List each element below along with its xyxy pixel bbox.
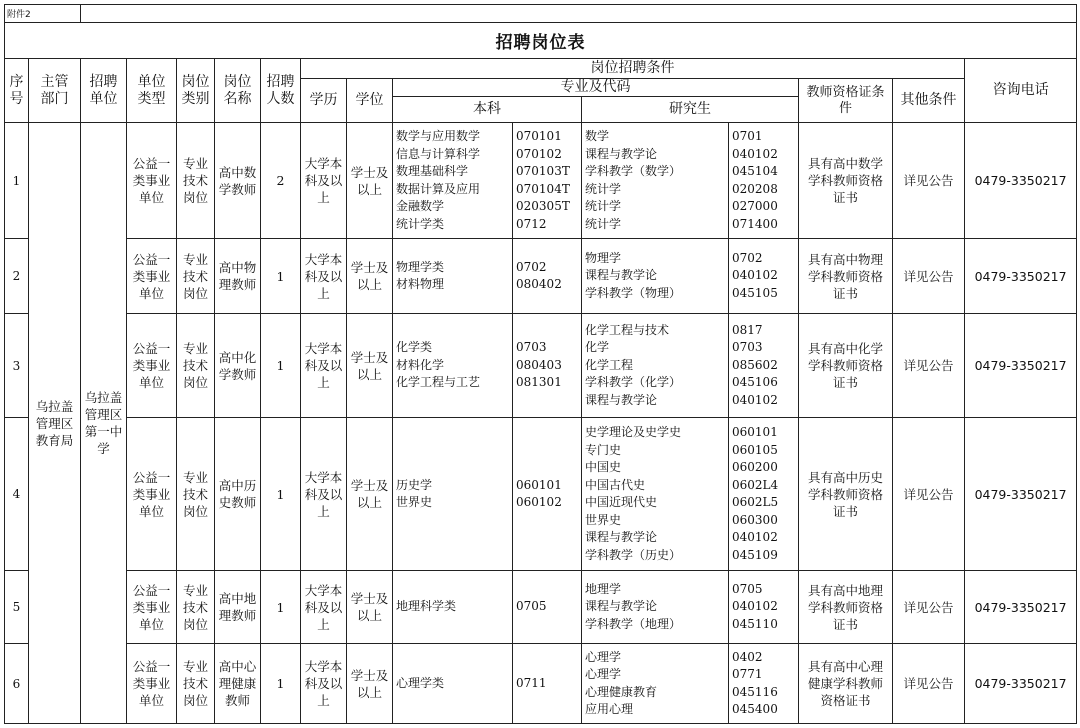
count-cell bbox=[261, 123, 301, 239]
education-cell bbox=[301, 644, 347, 724]
other-cell-text: 详见公告 bbox=[903, 268, 954, 284]
graduate-codes-cell bbox=[729, 418, 799, 571]
header-unit-type: 单位类型 bbox=[127, 59, 177, 123]
annex-label: 附件2 bbox=[5, 5, 81, 23]
department-cell bbox=[29, 123, 81, 724]
undergrad-majors-cell-text: 心理学类 bbox=[396, 675, 445, 690]
count-cell bbox=[261, 239, 301, 314]
count-cell-text: 1 bbox=[276, 486, 285, 502]
count-cell bbox=[261, 571, 301, 644]
undergrad-codes-cell bbox=[513, 571, 582, 644]
undergrad-codes-cell bbox=[513, 314, 582, 418]
degree-cell bbox=[347, 571, 393, 644]
undergrad-codes-cell bbox=[513, 239, 582, 314]
graduate-majors-cell bbox=[582, 418, 729, 571]
unit-type-cell-text: 公益一类事业单位 bbox=[132, 582, 171, 632]
phone-cell bbox=[965, 239, 1077, 314]
header-teacher-cert: 教师资格证条件 bbox=[799, 79, 893, 123]
header-post-category: 岗位类别 bbox=[177, 59, 215, 123]
post-name-cell-text: 高中物理教师 bbox=[218, 260, 257, 292]
count-cell bbox=[261, 644, 301, 724]
other-cell bbox=[893, 644, 965, 724]
table-title: 招聘岗位表 bbox=[5, 23, 1077, 59]
seq-cell bbox=[5, 571, 29, 644]
header-department: 主管部门 bbox=[29, 59, 81, 123]
department-cell-text: 乌拉盖管理区教育局 bbox=[35, 398, 74, 448]
header-major-code: 专业及代码 bbox=[393, 79, 799, 97]
unit-type-cell-text: 公益一类事业单位 bbox=[132, 251, 171, 301]
degree-cell-text: 学士及以上 bbox=[350, 478, 389, 510]
seq-cell bbox=[5, 644, 29, 724]
teacher-cert-cell-text: 具有高中历史学科教师资格证书 bbox=[808, 469, 884, 519]
education-cell-text: 大学本科及以上 bbox=[304, 469, 343, 519]
count-cell-text: 1 bbox=[276, 358, 285, 373]
graduate-codes-cell-text: 0705 040102 045110 bbox=[732, 581, 778, 631]
phone-cell-text: 0479-3350217 bbox=[974, 173, 1067, 188]
phone-cell bbox=[965, 644, 1077, 724]
recruitment-table bbox=[4, 4, 1077, 724]
education-cell bbox=[301, 314, 347, 418]
undergrad-majors-cell bbox=[393, 314, 513, 418]
undergrad-majors-cell-text: 化学类 材料化学 化学工程与工艺 bbox=[396, 340, 481, 390]
teacher-cert-cell bbox=[799, 239, 893, 314]
graduate-majors-cell-text: 物理学 课程与教学论 学科教学（物理） bbox=[585, 250, 682, 300]
teacher-cert-cell bbox=[799, 571, 893, 644]
graduate-majors-cell bbox=[582, 239, 729, 314]
category-cell-text: 专业技术岗位 bbox=[183, 659, 209, 708]
table-row bbox=[5, 644, 1077, 724]
seq-cell bbox=[5, 418, 29, 571]
graduate-codes-cell-text: 0702 040102 045105 bbox=[732, 250, 778, 300]
category-cell bbox=[177, 314, 215, 418]
education-cell-text: 大学本科及以上 bbox=[304, 582, 343, 632]
category-cell-text: 专业技术岗位 bbox=[183, 156, 209, 205]
other-cell bbox=[893, 418, 965, 571]
table-row bbox=[5, 571, 1077, 644]
degree-cell-text: 学士及以上 bbox=[350, 164, 389, 197]
other-cell-text: 详见公告 bbox=[903, 599, 954, 615]
header-undergrad: 本科 bbox=[393, 97, 582, 123]
unit-cell bbox=[81, 123, 127, 724]
unit-type-cell bbox=[127, 418, 177, 571]
undergrad-codes-cell-text: 060101 060102 bbox=[516, 477, 562, 509]
graduate-majors-cell bbox=[582, 123, 729, 239]
degree-cell bbox=[347, 123, 393, 239]
undergrad-majors-cell-text: 历史学 世界史 bbox=[396, 477, 433, 509]
phone-cell-text: 0479-3350217 bbox=[974, 358, 1067, 373]
post-name-cell-text: 高中数学教师 bbox=[218, 164, 257, 197]
post-name-cell-text: 高中历史教师 bbox=[218, 478, 257, 510]
teacher-cert-cell bbox=[799, 644, 893, 724]
header-row-1 bbox=[5, 59, 1077, 79]
phone-cell-text: 0479-3350217 bbox=[974, 486, 1067, 502]
post-name-cell bbox=[215, 314, 261, 418]
category-cell-text: 专业技术岗位 bbox=[183, 251, 209, 301]
seq-cell-text: 1 bbox=[12, 173, 21, 188]
degree-cell bbox=[347, 644, 393, 724]
teacher-cert-cell-text: 具有高中数学学科教师资格证书 bbox=[808, 156, 884, 205]
graduate-majors-cell-text: 化学工程与技术 化学 化学工程 学科教学（化学） 课程与教学论 bbox=[585, 322, 682, 407]
post-name-cell-text: 高中心理健康教师 bbox=[218, 659, 257, 708]
category-cell bbox=[177, 239, 215, 314]
unit-type-cell bbox=[127, 123, 177, 239]
other-cell-text: 详见公告 bbox=[903, 676, 954, 691]
education-cell bbox=[301, 123, 347, 239]
count-cell-text: 1 bbox=[276, 599, 285, 615]
unit-type-cell bbox=[127, 314, 177, 418]
seq-cell bbox=[5, 314, 29, 418]
header-other: 其他条件 bbox=[893, 79, 965, 123]
education-cell-text: 大学本科及以上 bbox=[304, 156, 343, 205]
education-cell-text: 大学本科及以上 bbox=[304, 341, 343, 390]
graduate-majors-cell-text: 地理学 课程与教学论 学科教学（地理） bbox=[585, 581, 682, 631]
other-cell bbox=[893, 571, 965, 644]
unit-type-cell-text: 公益一类事业单位 bbox=[132, 659, 171, 708]
education-cell bbox=[301, 239, 347, 314]
post-name-cell-text: 高中化学教师 bbox=[218, 349, 257, 382]
header-graduate: 研究生 bbox=[582, 97, 799, 123]
count-cell-text: 2 bbox=[276, 173, 285, 188]
undergrad-codes-cell-text: 0702 080402 bbox=[516, 259, 562, 291]
undergrad-majors-cell bbox=[393, 571, 513, 644]
undergrad-majors-cell-text: 数学与应用数学 信息与计算科学 数理基础科学 数据计算及应用 金融数学 统计学类 bbox=[396, 129, 481, 231]
education-cell-text: 大学本科及以上 bbox=[304, 659, 343, 708]
post-name-cell bbox=[215, 644, 261, 724]
other-cell-text: 详见公告 bbox=[903, 358, 954, 373]
unit-type-cell-text: 公益一类事业单位 bbox=[132, 469, 171, 519]
undergrad-codes-cell bbox=[513, 123, 582, 239]
undergrad-majors-cell bbox=[393, 418, 513, 571]
undergrad-codes-cell bbox=[513, 418, 582, 571]
teacher-cert-cell-text: 具有高中物理学科教师资格证书 bbox=[808, 251, 884, 301]
seq-cell bbox=[5, 239, 29, 314]
unit-type-cell bbox=[127, 239, 177, 314]
other-cell-text: 详见公告 bbox=[903, 486, 954, 502]
header-conditions: 岗位招聘条件 bbox=[301, 59, 965, 79]
table-row bbox=[5, 314, 1077, 418]
graduate-codes-cell-text: 0701 040102 045104 020208 027000 071400 bbox=[732, 129, 778, 231]
undergrad-majors-cell bbox=[393, 123, 513, 239]
post-name-cell bbox=[215, 239, 261, 314]
category-cell bbox=[177, 123, 215, 239]
other-cell-text: 详见公告 bbox=[903, 173, 954, 188]
degree-cell bbox=[347, 314, 393, 418]
phone-cell bbox=[965, 123, 1077, 239]
education-cell bbox=[301, 571, 347, 644]
other-cell bbox=[893, 314, 965, 418]
teacher-cert-cell-text: 具有高中地理学科教师资格证书 bbox=[808, 582, 884, 632]
header-phone: 咨询电话 bbox=[965, 59, 1077, 123]
education-cell-text: 大学本科及以上 bbox=[304, 251, 343, 301]
degree-cell-text: 学士及以上 bbox=[350, 349, 389, 382]
teacher-cert-cell-text: 具有高中心理健康学科教师资格证书 bbox=[808, 659, 884, 708]
undergrad-codes-cell-text: 0703 080403 081301 bbox=[516, 340, 562, 390]
count-cell-text: 1 bbox=[276, 676, 285, 691]
degree-cell bbox=[347, 239, 393, 314]
undergrad-codes-cell-text: 0711 bbox=[516, 675, 547, 690]
seq-cell-text: 3 bbox=[12, 358, 21, 373]
other-cell bbox=[893, 239, 965, 314]
title-row bbox=[5, 23, 1077, 59]
post-name-cell bbox=[215, 571, 261, 644]
header-count: 招聘人数 bbox=[261, 59, 301, 123]
header-unit: 招聘单位 bbox=[81, 59, 127, 123]
table-row bbox=[5, 239, 1077, 314]
graduate-majors-cell bbox=[582, 314, 729, 418]
count-cell-text: 1 bbox=[276, 268, 285, 284]
category-cell-text: 专业技术岗位 bbox=[183, 582, 209, 632]
undergrad-majors-cell bbox=[393, 239, 513, 314]
phone-cell bbox=[965, 314, 1077, 418]
teacher-cert-cell-text: 具有高中化学学科教师资格证书 bbox=[808, 341, 884, 390]
degree-cell bbox=[347, 418, 393, 571]
seq-cell-text: 5 bbox=[12, 600, 21, 614]
teacher-cert-cell bbox=[799, 418, 893, 571]
header-education: 学历 bbox=[301, 79, 347, 123]
phone-cell-text: 0479-3350217 bbox=[974, 268, 1067, 284]
unit-type-cell bbox=[127, 644, 177, 724]
unit-type-cell bbox=[127, 571, 177, 644]
count-cell bbox=[261, 418, 301, 571]
graduate-codes-cell-text: 0817 0703 085602 045106 040102 bbox=[732, 322, 778, 407]
table-row bbox=[5, 123, 1077, 239]
education-cell bbox=[301, 418, 347, 571]
undergrad-codes-cell-text: 0705 bbox=[516, 599, 547, 614]
degree-cell-text: 学士及以上 bbox=[350, 591, 389, 623]
category-cell-text: 专业技术岗位 bbox=[183, 469, 209, 519]
unit-type-cell-text: 公益一类事业单位 bbox=[132, 341, 171, 390]
phone-cell-text: 0479-3350217 bbox=[974, 599, 1067, 615]
category-cell bbox=[177, 644, 215, 724]
graduate-majors-cell-text: 史学理论及史学史 专门史 中国史 中国古代史 中国近现代史 世界史 课程与教学论 学科教学（历史） bbox=[585, 425, 682, 562]
post-name-cell-text: 高中地理教师 bbox=[218, 591, 257, 623]
header-post-name: 岗位名称 bbox=[215, 59, 261, 123]
undergrad-majors-cell-text: 物理学类 材料物理 bbox=[396, 259, 445, 291]
category-cell bbox=[177, 418, 215, 571]
graduate-codes-cell bbox=[729, 314, 799, 418]
graduate-majors-cell-text: 数学 课程与教学论 学科教学（数学） 统计学 统计学 统计学 bbox=[585, 129, 682, 231]
degree-cell-text: 学士及以上 bbox=[350, 260, 389, 292]
graduate-codes-cell bbox=[729, 644, 799, 724]
annex-spacer bbox=[81, 5, 1077, 23]
graduate-majors-cell bbox=[582, 571, 729, 644]
annex-row bbox=[5, 5, 1077, 23]
seq-cell-text: 4 bbox=[12, 487, 21, 501]
other-cell bbox=[893, 123, 965, 239]
category-cell bbox=[177, 571, 215, 644]
teacher-cert-cell bbox=[799, 123, 893, 239]
graduate-codes-cell bbox=[729, 571, 799, 644]
seq-cell-text: 6 bbox=[12, 676, 21, 691]
graduate-codes-cell bbox=[729, 123, 799, 239]
count-cell bbox=[261, 314, 301, 418]
teacher-cert-cell bbox=[799, 314, 893, 418]
post-name-cell bbox=[215, 418, 261, 571]
seq-cell-text: 2 bbox=[12, 269, 21, 283]
phone-cell bbox=[965, 418, 1077, 571]
graduate-codes-cell-text: 060101 060105 060200 0602L4 0602L5 060300 040102 045109 bbox=[732, 425, 779, 562]
post-name-cell bbox=[215, 123, 261, 239]
undergrad-majors-cell bbox=[393, 644, 513, 724]
category-cell-text: 专业技术岗位 bbox=[183, 341, 209, 390]
undergrad-codes-cell-text: 070101 070102 070103T 070104T 020305T 0712 bbox=[516, 129, 570, 231]
header-degree: 学位 bbox=[347, 79, 393, 123]
table-row bbox=[5, 418, 1077, 571]
unit-cell-text: 乌拉盖管理区第一中学 bbox=[84, 390, 123, 456]
phone-cell-text: 0479-3350217 bbox=[974, 676, 1067, 691]
phone-cell bbox=[965, 571, 1077, 644]
seq-cell bbox=[5, 123, 29, 239]
graduate-majors-cell bbox=[582, 644, 729, 724]
degree-cell-text: 学士及以上 bbox=[350, 667, 389, 700]
undergrad-majors-cell-text: 地理科学类 bbox=[396, 599, 457, 614]
unit-type-cell-text: 公益一类事业单位 bbox=[132, 156, 171, 205]
graduate-majors-cell-text: 心理学 心理学 心理健康教育 应用心理 bbox=[585, 649, 658, 716]
undergrad-codes-cell bbox=[513, 644, 582, 724]
graduate-codes-cell bbox=[729, 239, 799, 314]
graduate-codes-cell-text: 0402 0771 045116 045400 bbox=[732, 649, 778, 716]
header-seq: 序号 bbox=[5, 59, 29, 123]
